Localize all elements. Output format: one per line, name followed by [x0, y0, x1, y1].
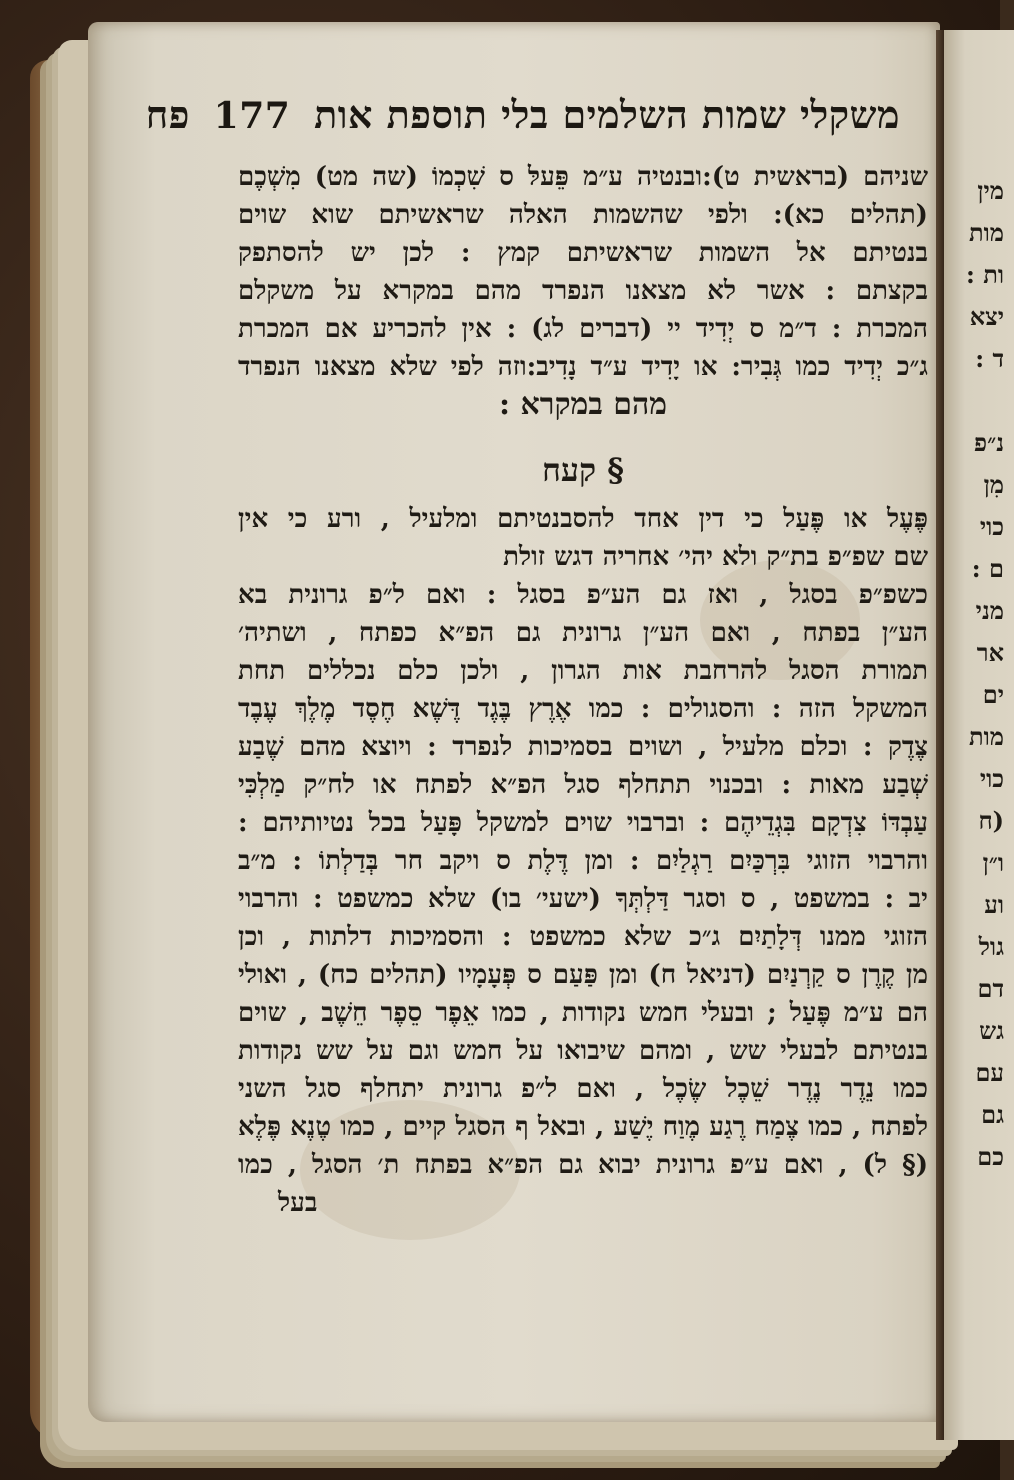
- catchword: בעל: [278, 1188, 318, 1218]
- text-line: (§ ל) , ואם ע״פ גרונית יבוא גם הפ״א בפתח ת׳ הסגל , כמו: [238, 1150, 928, 1180]
- text-line: ג״כ יְדִיד כמו גְּבִיר: או יָדִיד ע״ד נָדִיב:וזה לפי שלא מצאנו הנפרד: [238, 352, 928, 382]
- text-line: בנטיתם אל השמות שראשיתם קמץ : לכן יש להסתפק: [238, 238, 928, 268]
- text-line: המכרת : ד״מ ס יְדִיד יי (דברים לג) : אין להכריע אם המכרת: [238, 314, 928, 344]
- text-line: עַבְדּוֹ צִדְקָם בִּגְדֵיהֶם : וברבוי שוים למשקל פָּעַל בכל נטיותיהם :: [238, 808, 928, 838]
- facing-page-text: [950, 170, 1004, 1178]
- facing-line: (ח: [978, 806, 1004, 835]
- text-line: הזוגי ממנו דְּלָתַיִם ג״כ שלא כמשפט : והסמיכות דלתות , וכן: [238, 922, 928, 952]
- facing-line: ים: [982, 680, 1004, 709]
- facing-line: כוי: [979, 764, 1004, 793]
- facing-line: וע: [984, 890, 1004, 919]
- text-line: פֶּעֶל או פֶּעַל כי דין אחד להסבנטיתם ומלעיל , ורע כי אין: [238, 504, 928, 534]
- text-line: שְׁבַע מאות : ובכנוי תתחלף סגל הפ״א לפתח או לח״ק מַלְכִּי: [238, 770, 928, 800]
- facing-line: מות: [968, 722, 1004, 751]
- header-title: משקלי שמות השלמים בלי תוספת אות: [314, 92, 900, 137]
- facing-line: נ״פ: [974, 428, 1004, 457]
- page-body: [238, 158, 928, 1222]
- text-line: שם שפ״פ בת״ק ולא יהי׳ אחריה דגש זולת: [503, 542, 928, 572]
- facing-line: מִן: [983, 470, 1004, 499]
- text-line: (תהלים כא): ולפי שהשמות האלה שראשיתם שוא שוים: [238, 200, 928, 230]
- text-line: שניהם (בראשית ט):ובנטיה ע״מ פֵּעלּ ס שִׁכְמוֹ (שה מט) מִשְׁכֶם: [238, 162, 928, 192]
- facing-line: דם: [977, 974, 1004, 1003]
- text-line: הע״ן בפתח , ואם הע״ן גרונית גם הפ״א כפתח , ושתיה׳: [238, 618, 928, 648]
- facing-line: ם :: [971, 554, 1004, 583]
- facing-line: עם: [975, 1058, 1004, 1087]
- facing-line: אר: [976, 638, 1004, 667]
- facing-line: ו״ן: [982, 848, 1004, 877]
- facing-line: ד :: [975, 344, 1004, 373]
- facing-line: גש: [979, 1016, 1004, 1045]
- facing-line: כוי: [979, 512, 1004, 541]
- text-line: והרבוי הזוגי בִּרְכַּיִם רַגְלַיִם : ומן דֶּלֶת ס ויקב חר בְּדַלְתוֹ : מ״ב: [238, 846, 928, 876]
- facing-line: גם: [981, 1100, 1004, 1129]
- page-number: 177: [213, 95, 291, 137]
- facing-line: מות: [968, 218, 1004, 247]
- facing-line: ות :: [966, 260, 1004, 289]
- text-line: יב : במשפט , ס וסגר דַּלְתְּךָ (ישעי׳ בו) שלא כמשפט : והרבוי: [238, 884, 928, 914]
- header-folio: פח: [145, 92, 190, 137]
- facing-line: מני: [975, 596, 1004, 625]
- facing-line: כם: [977, 1142, 1004, 1171]
- text-line: תמורת הסגל להרחבת אות הגרון , ולכן כלם נכללים תחת: [238, 656, 928, 686]
- section-heading: § קעח: [541, 451, 625, 489]
- facing-line: גול: [978, 932, 1004, 961]
- text-line: מהם במקרא :: [498, 387, 668, 422]
- text-line: המשקל הזה : והסגולים : כמו אֶרֶץ בֶּגֶד דֶּשֶׁא חֶסֶד מֶלֶךְ עֶבֶד: [238, 694, 928, 724]
- text-line: צֶדֶק : וכלם מלעיל , ושוים בסמיכות לנפרד : ויוצא מהם שֶׁבַע: [238, 732, 928, 762]
- text-line: הם ע״מ פֶּעַל ; ובעלי חמש נקודות , כמו אֵפֶר סֵפֶר חֵשֶׁב , שוים: [238, 998, 928, 1028]
- facing-line: מין: [977, 176, 1004, 205]
- text-line: מן קֶרֶן ס קַרְנַיִם (דניאל ח) ומן פַּעַם ס פְּעָמָיו (תהלים כח) , ואולי: [238, 960, 928, 990]
- text-line: בקצתם : אשר לא מצאנו הנפרד מהם במקרא על משקלם: [238, 276, 928, 306]
- text-line: בנטיתם לבעלי שש , ומהם שיבואו על חמש וגם על שש נקודות: [238, 1036, 928, 1066]
- text-line: כמו נֵדֶר נֶדֶר שֵׁכֶל שֶׂכֶל , ואם ל״פ גרונית יתחלף סגל השני: [238, 1074, 928, 1104]
- text-line: כשפ״פ בסגל , ואז גם הע״פ בסגל : ואם ל״פ גרונית בא: [238, 580, 928, 610]
- facing-line: יצא: [969, 302, 1004, 331]
- text-line: לפתח , כמו צֶמַח רֶגַע מֶוַח יֶשַׁע , ובאל ף הסגל קיים , כמו טֶנֶא פֶּלֶא: [238, 1112, 928, 1142]
- facing-line: [950, 380, 1004, 422]
- running-header: [145, 92, 900, 142]
